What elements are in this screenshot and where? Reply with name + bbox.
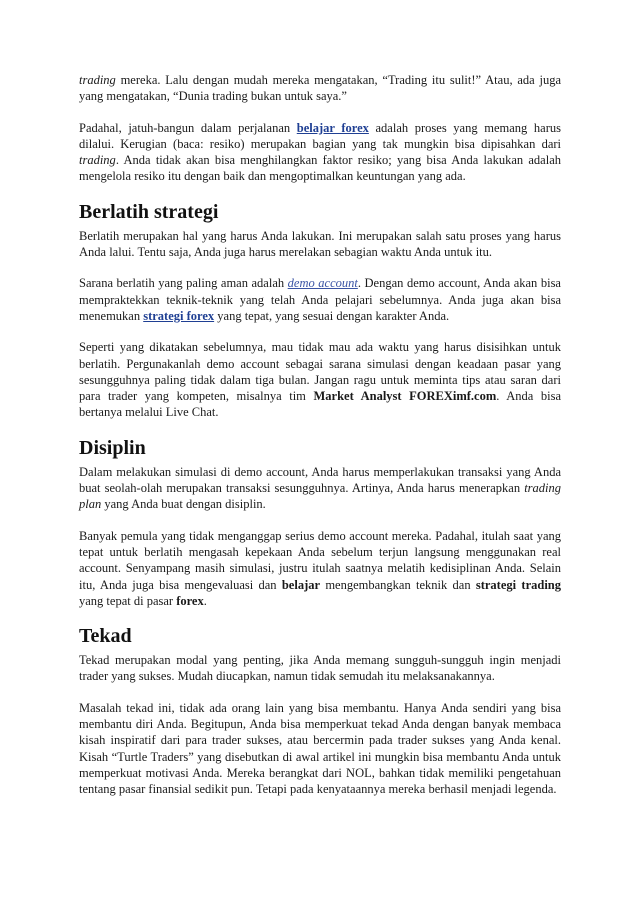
italic-term: trading (79, 73, 116, 87)
demo-account-link[interactable]: demo account (287, 276, 358, 291)
paragraph-text: Padahal, jatuh-bangun dalam perjalanan (79, 120, 297, 135)
paragraph-text: yang tepat, yang sesuai dengan karakter Anda. (214, 308, 450, 323)
paragraph-text: mereka. Lalu dengan mudah mereka mengatakan, “Trading itu sulit!” Atau, ada juga yang mengatakan, “Dunia trading bukan untuk saya.” (79, 73, 561, 104)
strategy-paragraph-2 (79, 275, 561, 324)
strategy-paragraph-1: Berlatih merupakan hal yang harus Anda lakukan. Ini merupakan salah satu proses yang harus Anda lalui. Tentu saja, Anda juga harus merelakan sebagian waktu Anda untuk itu. (79, 228, 561, 260)
paragraph-text: . Dengan demo account, Anda akan bisa mempraktekkan teknik-teknik yang telah Anda pelajari sebelumnya. Anda juga akan bisa menemukan (79, 276, 561, 323)
section-heading-berlatih: Berlatih strategi (79, 200, 219, 223)
bold-term: strategi trading (475, 577, 561, 592)
paragraph-text: Sarana berlatih yang paling aman adalah (79, 276, 288, 291)
intro-paragraph-2 (79, 120, 561, 185)
paragraph-text: Seperti yang dikatakan sebelumnya, mau tidak mau ada waktu yang harus disisihkan untuk berlatih. Pergunakanlah demo account sebagai sarana simulasi dengan keadaan pasar yang sesungguhnya paling tidak dalam tiga bulan. Jangan ragu untuk meminta tips atau saran dari para trader yang kompeten, misalnya tim (79, 340, 561, 404)
document-page (79, 72, 561, 813)
section-heading-tekad: Tekad (79, 625, 132, 648)
italic-term: trading (79, 153, 116, 168)
resolve-paragraph-2: Masalah tekad ini, tidak ada orang lain yang bisa membantu. Hanya Anda sendiri yang bisa membantu diri Anda. Begitupun, Anda bisa memperkuat tekad Anda dengan banyak membaca kisah inspiratif dari para trader sukses, atau bercermin pada trader sukses yang Anda kenal. Kisah “Turtle Traders” yang disebutkan di awal artikel ini mungkin bisa membantu Anda untuk memperkuat motivasi Anda. Mereka berangkat dari NOL, bahkan tidak memiliki pengetahuan tentang pasar finansial sedikit pun. Tetapi pada kenyataannya mereka berhasil menjadi legenda. (79, 700, 561, 797)
bold-term: forex (176, 593, 204, 608)
section-heading-disiplin: Disiplin (79, 436, 146, 459)
paragraph-text: Banyak pemula yang tidak menganggap serius demo account mereka. Padahal, itulah saat yang tepat untuk berlatih mengasah kepekaan Anda sebelum terjun langsung menggunakan real account. Senyampang masih simulasi, justru itulah saatnya melatih kedisiplinan Anda. Selain itu, Anda juga bisa mengevaluasi dan (79, 528, 561, 592)
paragraph-text: . Anda tidak akan bisa menghilangkan faktor resiko; yang bisa Anda lakukan adalah mengelola resiko itu dengan baik dan mengoptimalkan keuntungan yang ada. (79, 153, 561, 184)
paragraph-text: Dalam melakukan simulasi di demo account, Anda harus memperlakukan transaksi yang Anda buat seolah-olah merupakan transaksi sesungguhnya. Artinya, Anda harus menerapkan (79, 464, 561, 496)
strategy-paragraph-3 (79, 339, 561, 420)
paragraph-text: mengembangkan teknik dan (320, 577, 476, 592)
discipline-paragraph-1 (79, 464, 561, 513)
belajar-forex-link[interactable]: belajar forex (296, 120, 369, 135)
paragraph-text: yang tepat di pasar (79, 593, 177, 608)
paragraph-text: . (203, 593, 207, 608)
resolve-paragraph-1: Tekad merupakan modal yang penting, jika Anda memang sungguh-sungguh ingin menjadi trader yang sukses. Mudah diucapkan, namun tidak semudah itu melaksanakannya. (79, 653, 561, 684)
bold-term: Market Analyst FOREXimf.com (313, 389, 497, 404)
paragraph-text: . Anda bisa bertanya melalui Live Chat. (79, 389, 561, 420)
discipline-paragraph-2 (79, 528, 561, 609)
paragraph-text: yang Anda buat dengan disiplin. (101, 497, 266, 512)
italic-term: trading plan (79, 481, 561, 512)
bold-term: belajar (281, 577, 321, 592)
intro-paragraph-1 (79, 72, 561, 105)
strategi-forex-link[interactable]: strategi forex (143, 308, 215, 323)
paragraph-text: adalah proses yang memang harus dilalui. Kerugian (baca: resiko) merupakan bagian yang tak mungkin bisa dipisahkan dari (79, 120, 561, 151)
